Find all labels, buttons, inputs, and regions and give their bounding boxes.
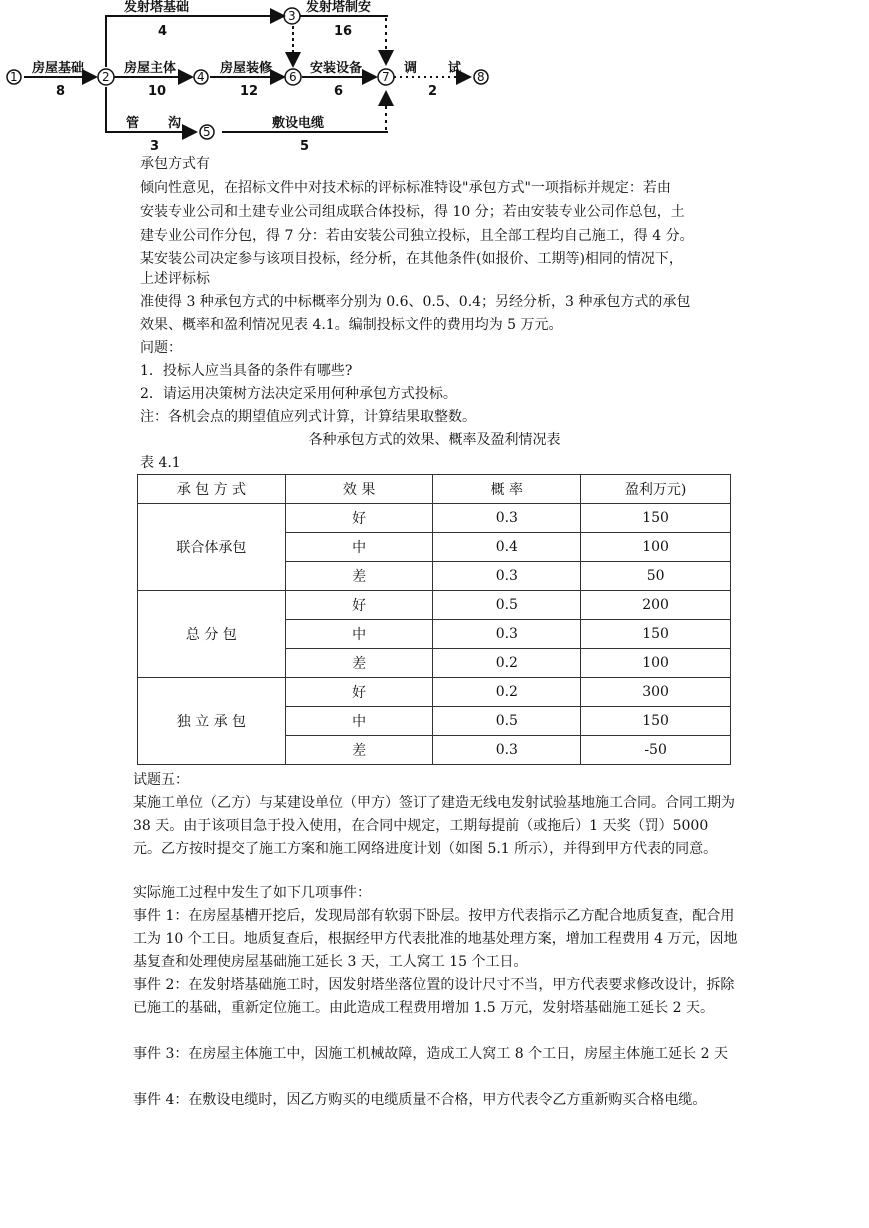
paragraph: 实际施工过程中发生了如下几项事件：	[133, 885, 371, 901]
cell-probability: 0.5	[433, 591, 581, 620]
activity-name: 敷设电缆	[272, 116, 325, 131]
svg-text:2: 2	[102, 70, 110, 84]
paragraph: 某施工单位（乙方）与某建设单位（甲方）签订了建造无线电发射试验基地施工合同。合同工期为 38 天。由于该项目急于投入使用，在合同中规定，工期每提前（或拖后）1 天奖（罚）5000 元。乙方按时提交了施工方案和施工网络进度计划（如图 5.1 所示），并得到甲方代表的同意。	[133, 795, 735, 857]
event-1: 事件 1：在房屋基槽开挖后，发现局部有软弱下卧层。按甲方代表指示乙方配合地质复查，配合用工为 10 个工日。地质复查后，根据经甲方代表批准的地基处理方案，增加工程费用 4 万元，因地基复查和处理使房屋基础施工延长 3 天，工人窝工 15 个工日。	[133, 908, 738, 970]
network-diagram	[0, 0, 869, 160]
activity-name: 管	[126, 116, 140, 131]
svg-text:5: 5	[203, 125, 211, 139]
node-5	[200, 125, 214, 139]
table-row	[138, 591, 731, 620]
cell-profit: 150	[581, 620, 731, 649]
text-line: 某安装公司决定参与该项目投标，经分析，在其他条件(如报价、工期等)相同的情况下，	[140, 251, 683, 267]
svg-text:8: 8	[477, 70, 485, 84]
text-line: 问题：	[140, 340, 182, 356]
section-title: 试题五：	[133, 772, 189, 788]
text-line: 效果、概率和盈利情况见表 4.1。编制投标文件的费用均为 5 万元。	[140, 317, 563, 333]
activity-duration: 10	[148, 84, 167, 99]
cell-probability: 0.4	[433, 533, 581, 562]
cell-probability: 0.3	[433, 620, 581, 649]
event-3: 事件 3：在房屋主体施工中，因施工机械故障，造成工人窝工 8 个工日，房屋主体施工延长 2 天	[133, 1046, 728, 1062]
text-line: 准使得 3 种承包方式的中标概率分别为 0.6、0.5、0.4；另经分析，3 种承包方式的承包	[140, 294, 691, 310]
group-name: 独 立 承 包	[138, 678, 286, 765]
node-2	[98, 69, 114, 85]
text-line: 建专业公司作分包，得 7 分：若由安装公司独立投标，且全部工程均自己施工，得 4 分。	[140, 228, 694, 244]
activity-duration: 2	[428, 84, 438, 99]
cell-profit: 100	[581, 533, 731, 562]
node-3	[284, 8, 300, 24]
header-profit: 盈利万元)	[581, 475, 731, 504]
node-8	[474, 70, 488, 84]
text-line: 承包方式有	[140, 156, 210, 172]
activity-duration: 4	[158, 24, 168, 39]
table-4-1	[137, 474, 731, 765]
cell-effect: 差	[285, 736, 433, 765]
text-line: 安装专业公司和土建专业公司组成联合体投标，得 10 分；若由安装专业公司作总包，土	[140, 204, 685, 220]
table-row	[138, 678, 731, 707]
activity-name: 安装设备	[310, 61, 363, 76]
cell-effect: 好	[285, 678, 433, 707]
activity-name: 沟	[168, 116, 182, 131]
group-name: 联合体承包	[138, 504, 286, 591]
activity-duration: 5	[300, 139, 310, 154]
table-row	[138, 504, 731, 533]
cell-effect: 好	[285, 504, 433, 533]
text-line: 2．请运用决策树方法决定采用何种承包方式投标。	[140, 386, 457, 402]
text-line: 注：各机会点的期望值应列式计算，计算结果取整数。	[140, 409, 476, 425]
cell-profit: 200	[581, 591, 731, 620]
activity-name: 发射塔制安	[306, 0, 372, 15]
svg-text:4: 4	[197, 70, 205, 84]
cell-probability: 0.3	[433, 736, 581, 765]
cell-probability: 0.5	[433, 707, 581, 736]
cell-effect: 中	[285, 533, 433, 562]
header-probability: 概 率	[433, 475, 581, 504]
svg-text:1: 1	[10, 70, 18, 84]
table-number: 表 4.1	[140, 455, 181, 471]
text-line: 1．投标人应当具备的条件有哪些?	[140, 363, 353, 379]
activity-duration: 6	[334, 84, 344, 99]
cell-effect: 中	[285, 707, 433, 736]
cell-profit: -50	[581, 736, 731, 765]
activity-name: 房屋基础	[32, 61, 85, 76]
group-name: 总 分 包	[138, 591, 286, 678]
header-effect: 效 果	[285, 475, 433, 504]
cell-effect: 好	[285, 591, 433, 620]
node-1	[7, 70, 21, 84]
activity-duration: 16	[334, 24, 353, 39]
cell-profit: 150	[581, 707, 731, 736]
cell-profit: 150	[581, 504, 731, 533]
cell-probability: 0.3	[433, 504, 581, 533]
activity-name: 房屋主体	[124, 61, 177, 76]
activity-name: 调	[404, 61, 418, 76]
activity-duration: 12	[240, 84, 259, 99]
text-line: 上述评标标	[140, 271, 210, 287]
table-title: 各种承包方式的效果、概率及盈利情况表	[308, 432, 561, 448]
event-2: 事件 2：在发射塔基础施工时，因发射塔坐落位置的设计尺寸不当，甲方代表要求修改设计，拆除已施工的基础，重新定位施工。由此造成工程费用增加 1.5 万元，发射塔基础施工延长 2 天。	[133, 977, 735, 1016]
event-4: 事件 4：在敷设电缆时，因乙方购买的电缆质量不合格，甲方代表令乙方重新购买合格电缆。	[133, 1092, 707, 1108]
header-mode: 承 包 方 式	[138, 475, 286, 504]
svg-text:3: 3	[288, 9, 296, 23]
cell-profit: 100	[581, 649, 731, 678]
node-4	[194, 70, 208, 84]
cell-profit: 50	[581, 562, 731, 591]
node-7	[378, 69, 394, 85]
activity-name: 发射塔基础	[124, 0, 190, 15]
cell-profit: 300	[581, 678, 731, 707]
activity-name: 试	[448, 61, 462, 76]
cell-probability: 0.3	[433, 562, 581, 591]
svg-text:6: 6	[289, 70, 297, 84]
cell-probability: 0.2	[433, 649, 581, 678]
cell-probability: 0.2	[433, 678, 581, 707]
node-6	[285, 69, 301, 85]
cell-effect: 差	[285, 562, 433, 591]
table-header-row	[138, 475, 731, 504]
text-line: 倾向性意见，在招标文件中对技术标的评标标准特设"承包方式"一项指标并规定：若由	[140, 180, 671, 196]
activity-name: 房屋装修	[220, 61, 273, 76]
activity-duration: 8	[56, 84, 66, 99]
svg-text:7: 7	[382, 70, 390, 84]
cell-effect: 中	[285, 620, 433, 649]
activity-duration: 3	[150, 139, 160, 154]
cell-effect: 差	[285, 649, 433, 678]
